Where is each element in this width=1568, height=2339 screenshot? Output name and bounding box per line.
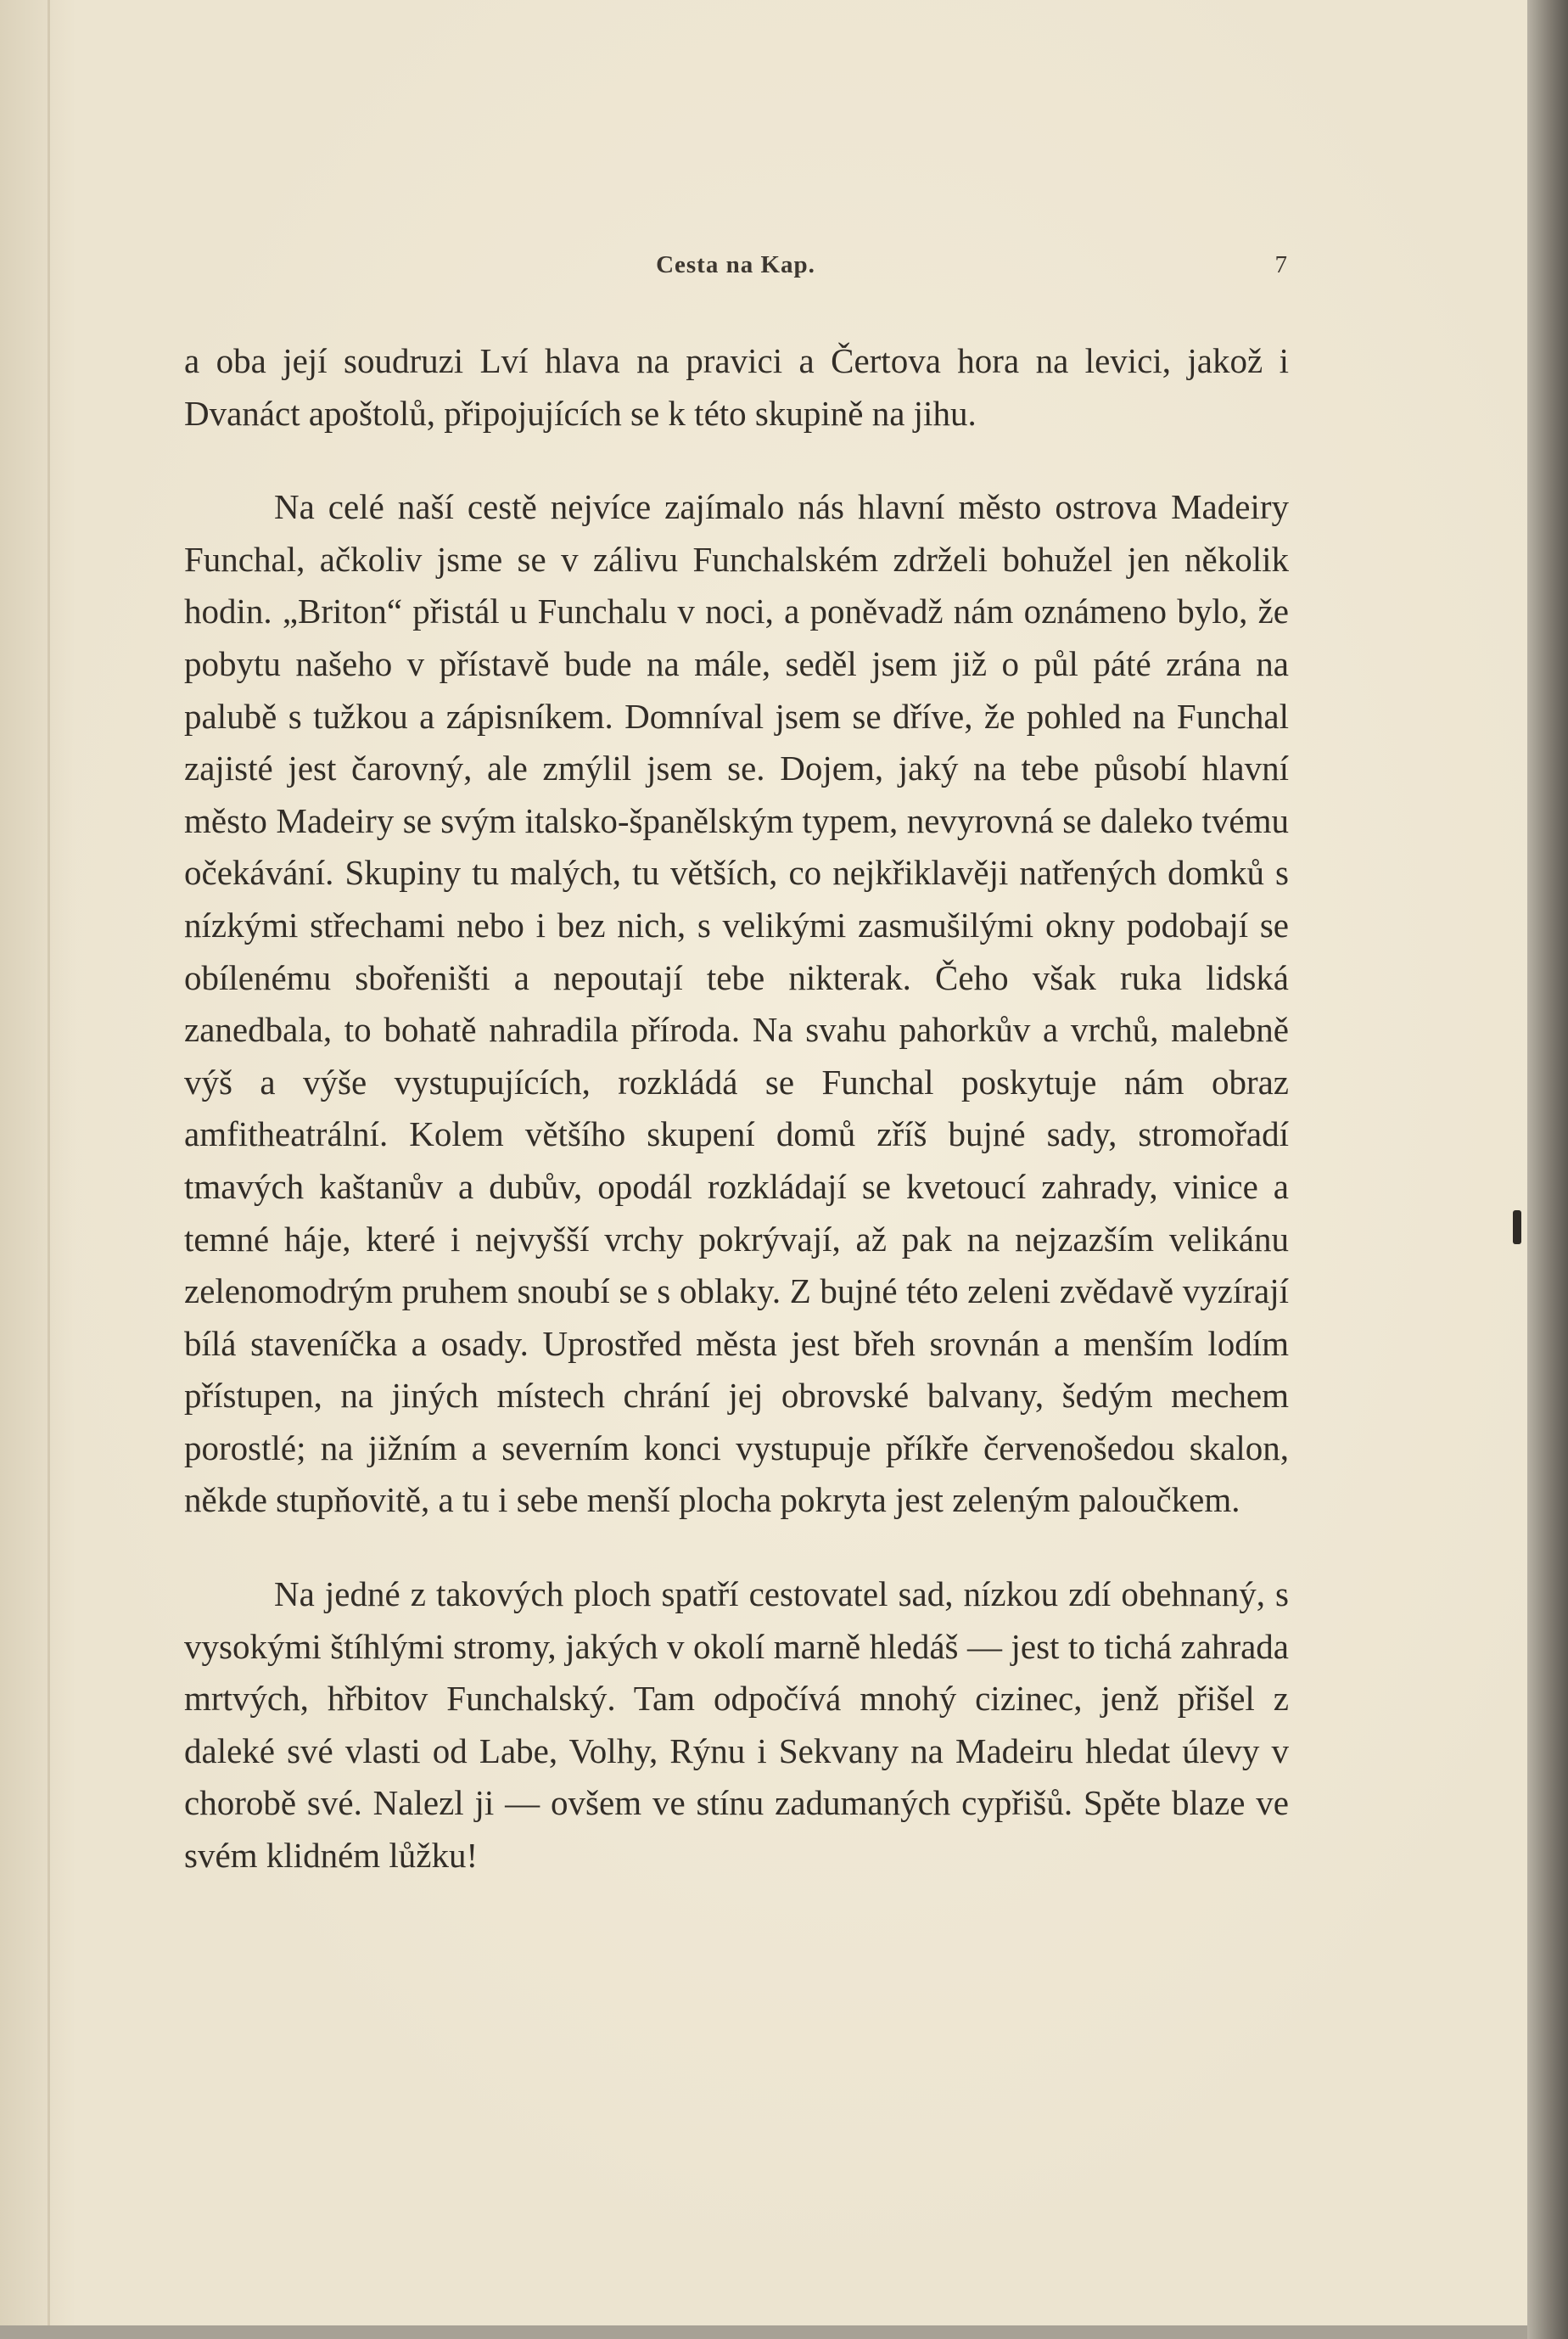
paragraph-funchal: Na celé naší cestě nejvíce zajímalo nás hlavní město ostrova Madeiry Funchal, ačkoliv jsme se v zálivu Funchalském zdrželi bohužel jen několik hodin. „Briton“ přistál u Funchalu v noci, a poněvadž nám oznámeno bylo, že pobytu našeho v přístavě bude na mále, seděl jsem již o půl páté zrána na palubě s tužkou a zápisníkem. Domníval jsem se dříve, že pohled na Funchal zajisté jest čarovný, ale zmýlil jsem se. Dojem, jaký na tebe působí hlavní město Madeiry se svým italsko-španělským typem, nevyrovná se daleko tvému očekávání. Skupiny tu malých, tu větších, co nejkřiklavěji natřených domků s nízkými střechami nebo i bez nich, s velikými zasmušilými okny podobají se obílenému sbořeništi a nepoutají tebe nikterak. Čeho však ruka lidská zanedbala, to bohatě nahradila příroda. Na svahu pahorkův a vrchů, malebně výš a výše vystupujících, rozkládá se Funchal poskytuje nám obraz amfitheatrální. Kolem většího skupení domů zříš bujné sady, stromořadí tmavých kaštanův a dubův, opodál rozkládají se kvetoucí zahrady, vinice a temné háje, které i nejvyšší vrchy pokrývají, až pak na nejzazším velikánu zelenomodrým pruhem snoubí se s oblaky. Z bujné této zeleni zvědavě vyzírají bílá staveníčka a osady. Uprostřed města jest břeh srovnán a menším lodím přístupen, na jiných místech chrání jej obrovské balvany, šedým mechem porostlé; na jižním a severním konci vystupuje příkře červenošedou skalon, někde stupňovitě, a tu i sebe menší plocha pokryta jest zeleným paloučkem. — [184, 487, 1289, 1520]
page-number: 7 — [1274, 251, 1287, 278]
paragraph-cemetery: Na jedné z takových ploch spatří cestovatel sad, nízkou zdí obehnaný, s vysokými štíhlými stromy, jakých v okolí marně hledáš — jest to tichá zahrada mrtvých, hřbitov Funchalský. Tam odpočívá mnohý cizinec, jenž přišel z daleké své vlasti od Labe, Volhy, Rýnu i Sekvany na Madeiru hledat úlevy v chorobě své. Nalezl ji — ovšem ve stínu zadumaných cypřišů. Spěte blaze ve svém klidném lůžku! — [184, 1574, 1289, 1876]
paragraph-continuation: a oba její soudruzi Lví hlava na pravici a Čertova hora na levici, jakož i Dvanáct apoštolů, připojujících se k této skupině na jihu. — [184, 341, 1289, 433]
page-edge-shadow — [1527, 0, 1568, 2339]
body-text — [184, 335, 1289, 1882]
binding-shadow — [48, 0, 50, 2325]
margin-ink-mark — [1513, 1210, 1521, 1244]
page-header — [184, 248, 1287, 285]
running-title: Cesta na Kap. — [656, 251, 815, 278]
